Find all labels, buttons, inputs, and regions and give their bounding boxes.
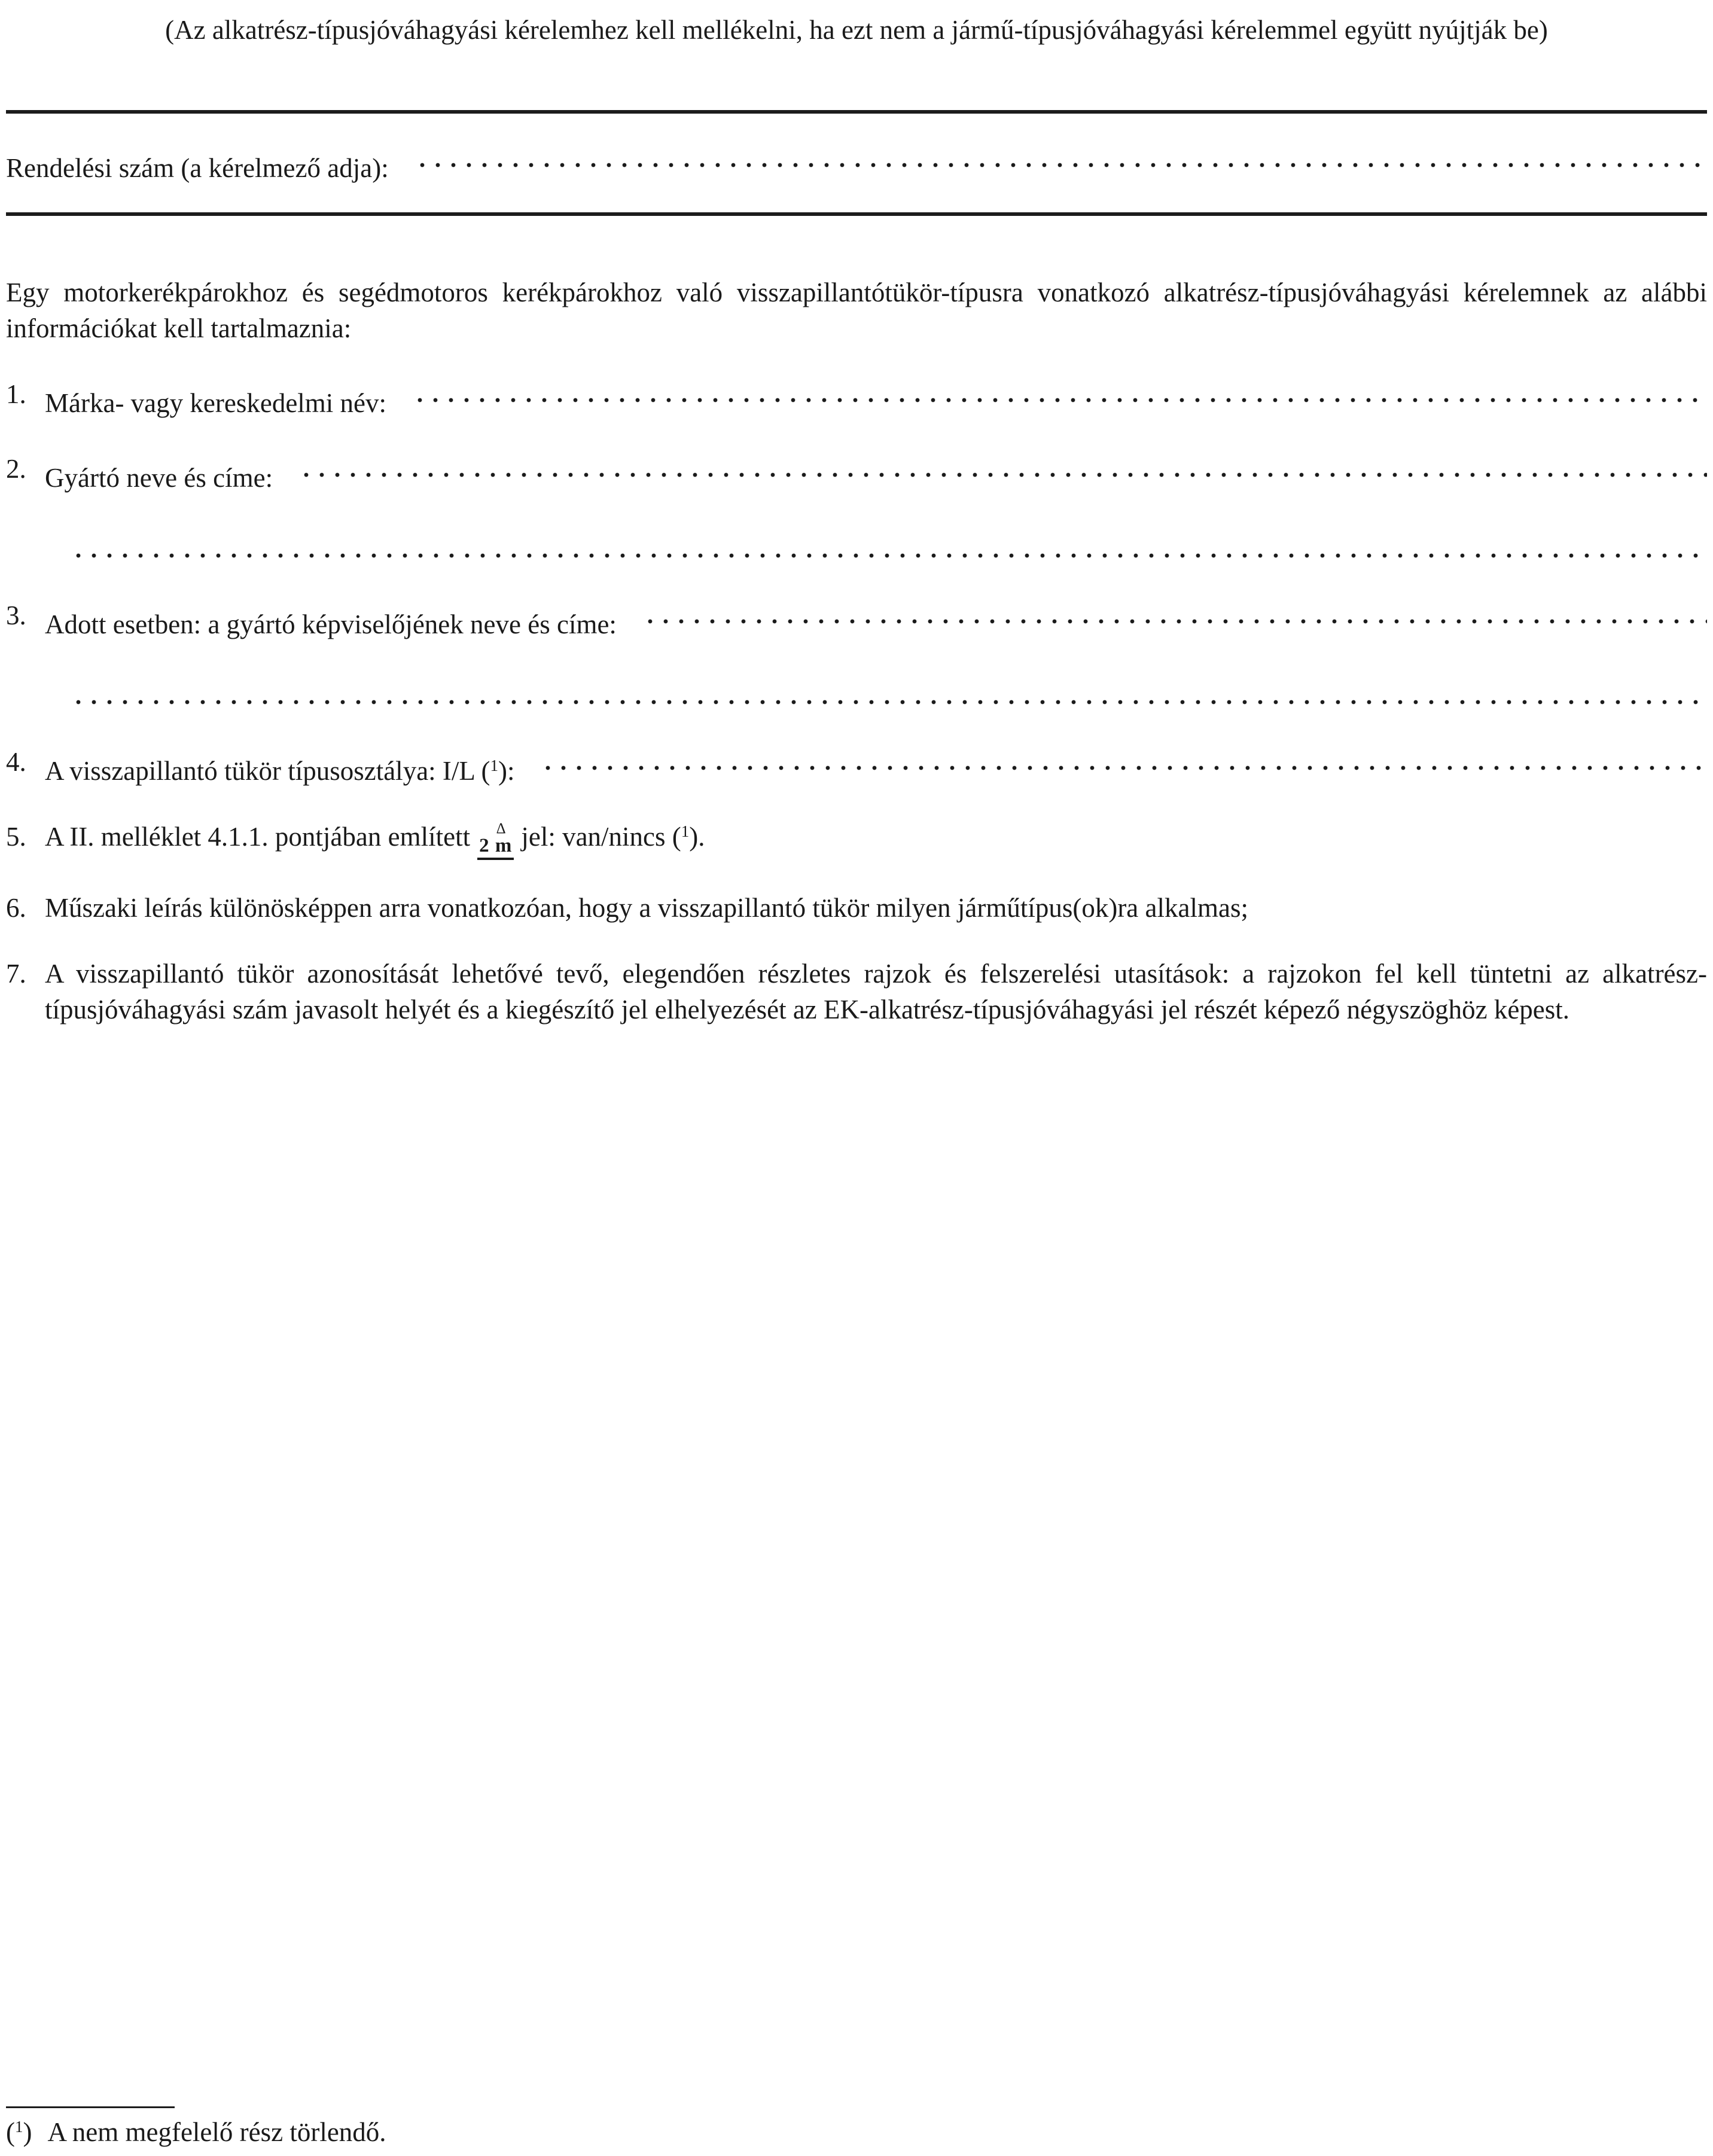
symbol-2m-text: 2 m [477,835,514,860]
delta-icon: Δ [496,821,506,837]
list-item-body [45,819,1707,860]
list-item-body [45,376,1707,421]
list-item-body [45,451,1707,568]
fill-line [303,451,1707,487]
footnote-reference: 1 [681,822,690,840]
order-number-row [6,141,1707,186]
footnote-block [6,2106,1707,2150]
list-item-label-end: ). [689,822,705,852]
list-item-2 [6,451,1707,568]
list-item-4 [6,744,1707,789]
footnote-marker: ($^1$) [6,2117,32,2147]
footnote-reference: 1 [490,757,498,774]
order-number-label: Rendelési szám (a kérelmező adja): [6,153,389,183]
list-item-5 [6,819,1707,860]
list-item-label: A visszapillantó tükör típusosztálya: I/L ($^1$): [45,756,515,786]
fill-line [416,376,1707,412]
list-item-label-after-symbol: jel: van/nincs ( [521,822,681,852]
list-item-number: 1. [6,379,26,409]
intro-paragraph: Egy motorkerékpárokhoz és segédmotoros kerékpárokhoz való visszapillantótükör-típusra vonatkozó alkatrész-típusjóváhagyási kérelemnek az alábbi információkat kell tartalmaznia: [6,277,1707,343]
list-item-number: 3. [6,600,26,630]
list-item-label: Adott esetben: a gyártó képviselőjének neve és címe: [45,609,617,639]
list-item-7 [6,956,1707,1027]
list-item-body [45,597,1707,714]
list-item-number: 5. [6,822,26,852]
list-item-body [45,744,1707,789]
list-item-number: 4. [6,747,26,777]
fill-line-continuation [75,532,1707,568]
list-item-number: 7. [6,959,26,989]
list-item-number: 6. [6,893,26,923]
list-item-label-before-symbol: A II. melléklet 4.1.1. pontjában említett [45,822,471,852]
list-item-1 [6,376,1707,421]
fill-line [544,744,1707,780]
horizontal-rule-top [6,110,1707,114]
list-item-number: 2. [6,454,26,484]
horizontal-rule-bottom [6,212,1707,216]
header-note: (Az alkatrész-típusjóváhagyási kérelemhez kell mellékelni, ha ezt nem a jármű-típusjóváhagyási kérelemmel együtt nyújtják be) [165,15,1548,45]
list-item-body: Műszaki leírás különösképpen arra vonatkozóan, hogy a visszapillantó tükör milyen járműtípus(ok)ra alkalmas; [45,893,1248,923]
footnote-text: A nem megfelelő rész törlendő. [47,2117,386,2147]
delta-2m-symbol [477,823,514,860]
fill-line-continuation [75,678,1707,714]
footnote [6,2114,1707,2150]
list-item-label: Márka- vagy kereskedelmi név: [45,388,387,418]
list-item-label: Gyártó neve és címe: [45,463,273,493]
fill-line [647,597,1707,633]
order-number-fill-line [419,141,1707,177]
list-item-3 [6,597,1707,714]
list-item-6 [6,890,1707,926]
list-item-body: A visszapillantó tükör azonosítását lehetővé tevő, elegendően részletes rajzok és felszerelési utasítások: a rajzokon fel kell tüntetni az alkatrész-típusjóváhagyási szám javasolt helyét és a kiegészítő jel elhelyezését az EK-alkatrész-típusjóváhagyási jel részét képező négyszöghöz képest. [45,959,1707,1024]
footnote-separator-rule [6,2106,175,2108]
